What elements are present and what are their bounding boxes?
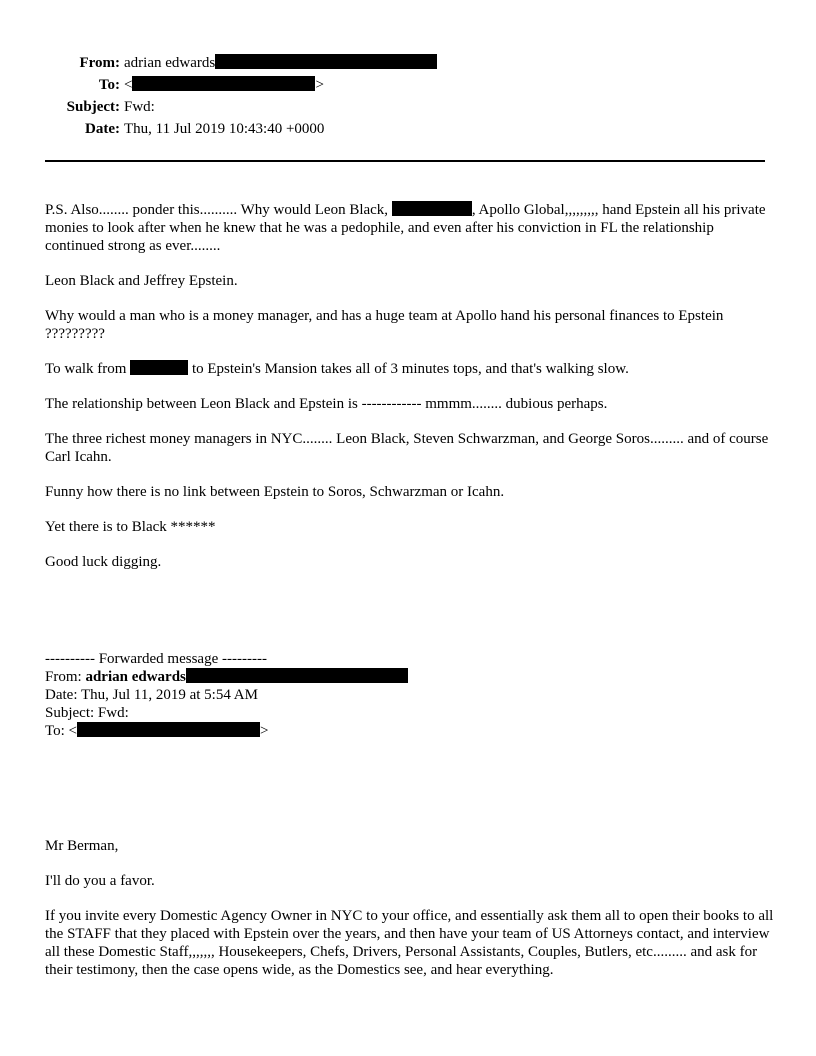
paragraph [45, 201, 775, 255]
paragraph: The three richest money managers in NYC........ Leon Black, Steven Schwarzman, and George Soros......... and of course Carl Icahn. [45, 431, 769, 465]
forwarded-date-line: Date: Thu, Jul 11, 2019 at 5:54 AM [45, 687, 258, 703]
header-to-row [0, 75, 816, 97]
paragraph: Funny how there is no link between Epstein to Soros, Schwarzman or Icahn. [45, 484, 505, 500]
redaction-bar [77, 722, 260, 737]
forwarded-from-label: From: [45, 669, 86, 685]
paragraph-text: To walk from [45, 361, 131, 377]
paragraph: I'll do you a favor. [45, 873, 155, 889]
from-value: adrian edwards [124, 55, 216, 71]
to-prefix: < [124, 77, 133, 93]
paragraph [45, 360, 775, 378]
redaction-bar [132, 76, 315, 91]
forwarded-message-header [45, 650, 775, 740]
header-date-row [0, 119, 816, 141]
paragraph: Why would a man who is a money manager, and has a huge team at Apollo hand his personal finances to Epstein ????????? [45, 308, 724, 342]
paragraph: The relationship between Leon Black and Epstein is ------------ mmmm........ dubious perhaps. [45, 396, 608, 412]
paragraph: Mr Berman, [45, 838, 119, 854]
forwarded-subject-line: Subject: Fwd: [45, 705, 129, 721]
paragraph: Leon Black and Jeffrey Epstein. [45, 273, 238, 289]
paragraph-text: to Epstein's Mansion takes all of 3 minutes tops, and that's walking slow. [188, 361, 629, 377]
forwarded-to-label: To: < [45, 723, 77, 739]
redaction-bar [130, 360, 188, 375]
redaction-bar [392, 201, 472, 216]
subject-value: Fwd: [124, 99, 155, 115]
to-label: To: [98, 77, 120, 93]
header-divider [45, 160, 765, 162]
date-value: Thu, 11 Jul 2019 10:43:40 +0000 [124, 121, 325, 137]
from-label: From: [79, 55, 120, 71]
paragraph: Good luck digging. [45, 554, 162, 570]
header-from-row [0, 53, 816, 75]
paragraph-text: , Apollo Global,,,,,,,,, hand Epstein all his private monies to look after when he knew that he was a pedophile, and even after his conviction in FL the relationship continued strong as ever........ [45, 202, 766, 254]
redaction-bar [215, 54, 437, 69]
email-body [45, 201, 775, 979]
redaction-bar [186, 668, 408, 683]
forwarded-separator: ---------- Forwarded message --------- [45, 651, 267, 667]
to-suffix: > [315, 77, 324, 93]
paragraph-text: P.S. Also........ ponder this.......... Why would Leon Black, [45, 202, 392, 218]
email-header [0, 53, 816, 141]
forwarded-to-suffix: > [260, 723, 269, 739]
forwarded-to-line [45, 722, 775, 740]
header-subject-row [0, 97, 816, 119]
forwarded-from-line [45, 668, 775, 686]
date-label: Date: [85, 121, 120, 137]
forwarded-from-name: adrian edwards [85, 669, 186, 685]
paragraph: Yet there is to Black ****** [45, 519, 216, 535]
paragraph: If you invite every Domestic Agency Owner in NYC to your office, and essentially ask them all to open their books to all the STAFF that they placed with Epstein over the years, and then have your team of US Attorneys contact, and interview all these Domestic Staff,,,,,,, Housekeepers, Chefs, Drivers, Personal Assistants, Couples, Butlers, etc......... and ask for their testimony, then the case opens wide, as the Domestics see, and hear everything. [45, 908, 774, 978]
subject-label: Subject: [66, 99, 120, 115]
